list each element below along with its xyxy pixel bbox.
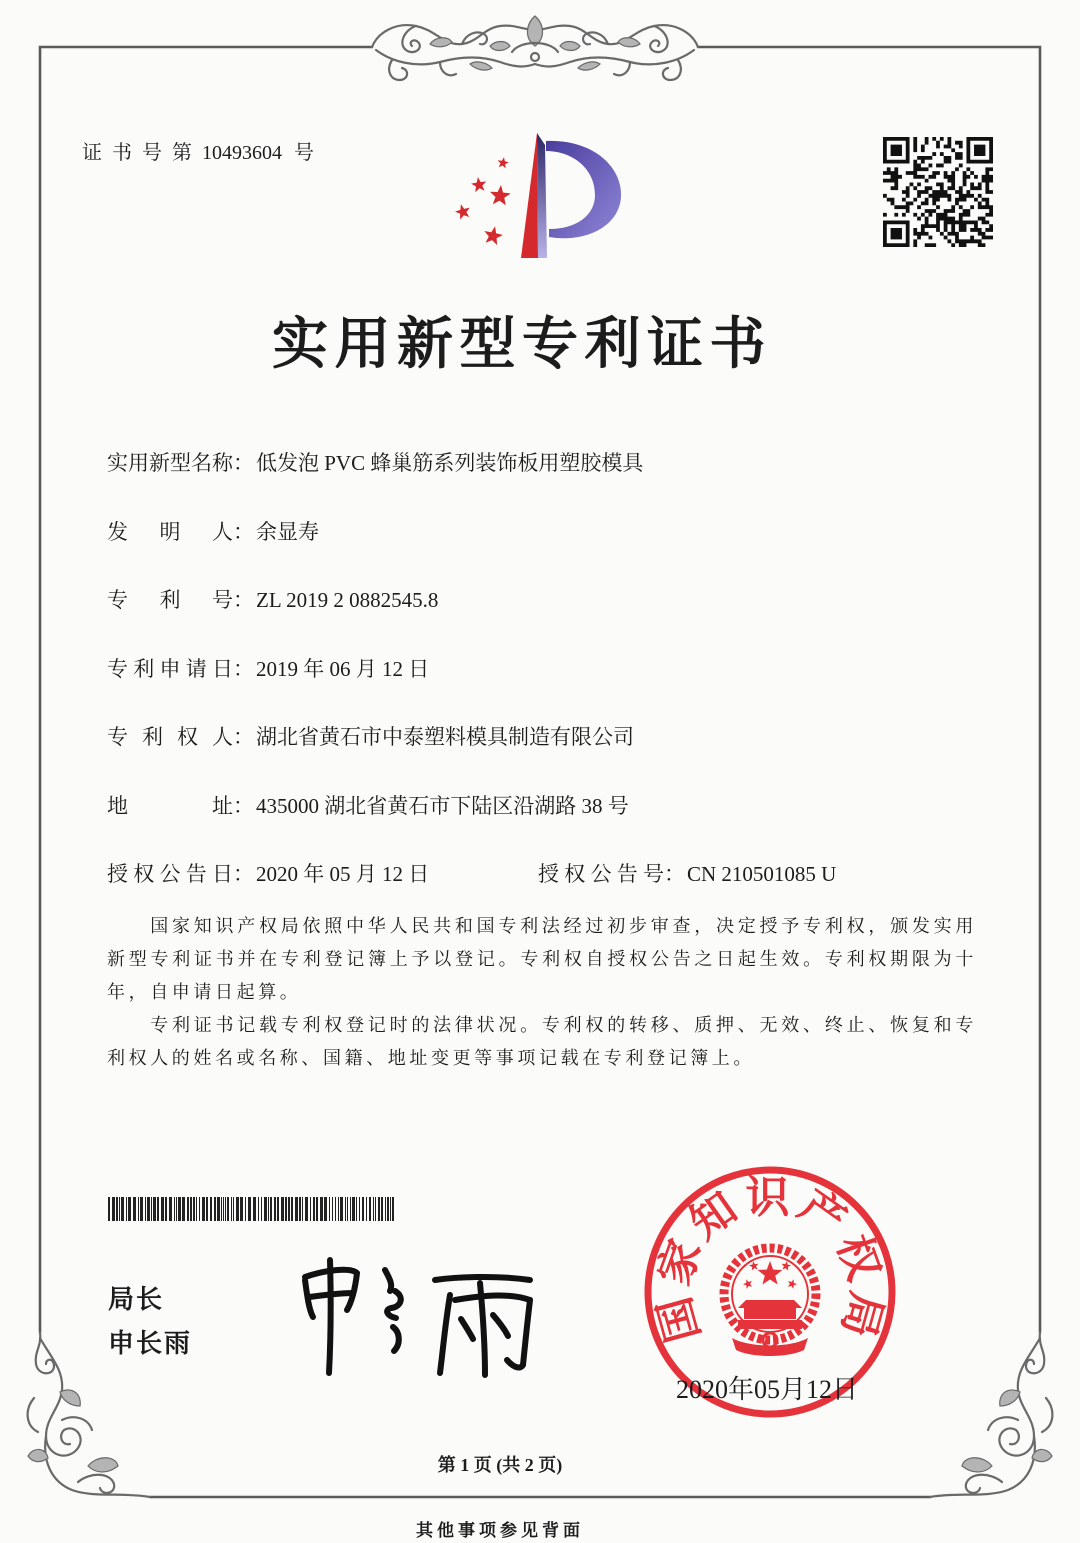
label-char: 利 (159, 588, 181, 612)
star-icon (743, 1279, 752, 1289)
field-address (107, 792, 629, 820)
signature-stroke (440, 1295, 450, 1373)
grant-date-label (107, 860, 233, 888)
label-char: 明 (159, 519, 181, 544)
signature-stroke (393, 1327, 399, 1351)
field-value: 2019 年 06 月 12 日 (256, 656, 430, 681)
emblem-stars (743, 1261, 797, 1289)
field-value: 湖北省黄石市中泰塑料模具制造有限公司 (256, 725, 634, 749)
signature-strokes (305, 1260, 530, 1375)
signature (295, 1255, 540, 1380)
label-char: 专 (107, 588, 128, 612)
ornament-leaf (470, 62, 492, 70)
label-char: 址 (212, 793, 233, 818)
label-char: 号 (643, 862, 664, 886)
signature-stroke (435, 1277, 530, 1280)
field-value: 余显寿 (256, 519, 319, 544)
statement-paragraph: 国家知识产权局依照中华人民共和国专利法经过初步审查，决定授予专利权，颁发实用新型专利证书并在专利登记簿上予以登记。专利权自授权公告之日起生效。专利权期限为十年，自申请日起算。 (107, 916, 977, 1002)
star-icon (455, 204, 470, 219)
ornament-crest (527, 16, 542, 46)
field-value: 低发泡 PVC 蜂巢筋系列装饰板用塑胶模具 (256, 451, 644, 475)
ornament-leaf (430, 38, 452, 47)
label-char: 权 (564, 862, 586, 886)
field-utility-model-name (107, 449, 643, 477)
ornament-stroke (402, 26, 419, 52)
top-ornament-right (535, 25, 698, 80)
logo-stars (455, 157, 511, 245)
emblem-gate-roof (738, 1300, 802, 1308)
certificate-fields (107, 449, 1007, 889)
label-char: 发 (107, 519, 128, 544)
signatory-name: 申长雨 (108, 1329, 193, 1359)
seal-date: 2020年05月12日 (676, 1375, 859, 1404)
seal-text: 国家知识产权局 (647, 1172, 893, 1348)
field-label (107, 723, 233, 751)
field-colon: ： (233, 519, 254, 544)
label-char: 地 (107, 793, 128, 818)
star-icon (490, 185, 511, 205)
ornament-stroke (440, 62, 456, 75)
label-char: 专 (107, 725, 128, 749)
signature-stroke (493, 1315, 508, 1336)
label-char: 号 (212, 588, 233, 612)
label-char: 申 (159, 656, 181, 681)
signature-stroke (385, 1270, 391, 1291)
statement-paragraph: 专利证书记载专利权登记时的法律状况。专利权的转移、质押、无效、终止、恢复和专利权人的姓名或名称、国籍、地址变更等事项记载在专利登记簿上。 (107, 1015, 977, 1068)
field-label (107, 518, 233, 546)
ornament-stroke (372, 25, 535, 47)
logo-bowl (546, 141, 621, 238)
star-icon (758, 1261, 783, 1285)
field-application-date (107, 655, 429, 683)
field-patent-number (107, 586, 438, 614)
ornament-stroke (78, 1475, 114, 1493)
signature-stroke (461, 1319, 473, 1339)
national-emblem (724, 1248, 816, 1356)
field-colon: ： (233, 451, 254, 475)
field-grant (107, 860, 1007, 888)
label-char: 日 (212, 656, 233, 681)
signature-stroke (387, 1291, 401, 1318)
field-colon: ： (233, 588, 254, 612)
label-char: 请 (185, 656, 207, 681)
emblem-gate-base (738, 1320, 802, 1329)
grant-number (538, 860, 836, 888)
barcode (108, 1197, 398, 1221)
field-value: ZL 2019 2 0882545.8 (256, 588, 439, 612)
label-char: 新 (149, 451, 170, 475)
emblem-gate-body (744, 1308, 796, 1319)
signatory-title: 局长 (108, 1285, 165, 1315)
field-colon: ： (233, 725, 254, 749)
label-char: 日 (212, 862, 233, 886)
grant-number-label (538, 860, 664, 888)
label-char: 人 (212, 519, 233, 544)
certificate-number (82, 140, 314, 166)
ornament-dot (531, 53, 539, 61)
field-colon: ： (664, 862, 685, 886)
field-colon: ： (233, 793, 254, 818)
field-colon: ： (233, 862, 254, 886)
qr-code (883, 137, 993, 247)
ornament-stroke (36, 1332, 54, 1373)
star-icon (788, 1279, 797, 1289)
barcode-bars (108, 1197, 394, 1221)
field-label (107, 655, 233, 683)
field-label (107, 792, 233, 820)
label-char: 名 (191, 451, 212, 475)
page-number: 第 1 页 (共 2 页) (437, 1455, 563, 1475)
star-icon (471, 177, 486, 192)
field-value: 435000 湖北省黄石市下陆区沿湖路 38 号 (256, 793, 629, 818)
label-char: 权 (177, 725, 198, 749)
label-char: 人 (212, 725, 233, 749)
logo-red-blade (521, 133, 538, 258)
ornament-leaf (490, 42, 510, 51)
label-char: 授 (107, 862, 128, 886)
statement (107, 910, 977, 1075)
logo-navy-blade (537, 133, 547, 258)
field-inventor (107, 518, 319, 546)
star-icon (498, 157, 509, 168)
label-char: 告 (616, 862, 638, 886)
back-note: 其他事项参见背面 (416, 1521, 584, 1540)
certificate-number-suffix: 号 (294, 142, 314, 164)
star-icon (484, 226, 503, 245)
top-ornament-left (372, 25, 535, 80)
top-ornament-center (512, 16, 558, 61)
label-char: 型 (170, 451, 191, 475)
field-label (107, 586, 233, 614)
ornament-leaf (60, 1390, 80, 1406)
field-colon: ： (233, 656, 254, 681)
label-char: 专 (107, 656, 128, 681)
label-char: 用 (128, 451, 149, 475)
grant-date-value: 2020 年 05 月 12 日 (256, 862, 430, 886)
label-char: 授 (538, 862, 559, 886)
label-char: 权 (133, 862, 155, 886)
ornament-stroke (28, 1398, 38, 1432)
label-char: 称 (212, 451, 233, 475)
signature-stroke (329, 1260, 331, 1373)
field-label (107, 449, 233, 477)
label-char: 公 (159, 862, 181, 886)
page-title: 实用新型专利证书 (272, 314, 772, 376)
field-patentee (107, 723, 634, 751)
label-char: 公 (590, 862, 612, 886)
label-char: 告 (185, 862, 207, 886)
qr-code-pattern (883, 137, 993, 247)
certificate-number-prefix: 证书号第 (82, 142, 202, 164)
label-char: 利 (133, 656, 155, 681)
grant-number-value: CN 210501085 U (687, 862, 837, 886)
label-char: 实 (107, 451, 128, 475)
label-char: 利 (142, 725, 163, 749)
cnipa-logo-icon (445, 125, 635, 270)
certificate-number-value: 10493604 (202, 142, 282, 164)
